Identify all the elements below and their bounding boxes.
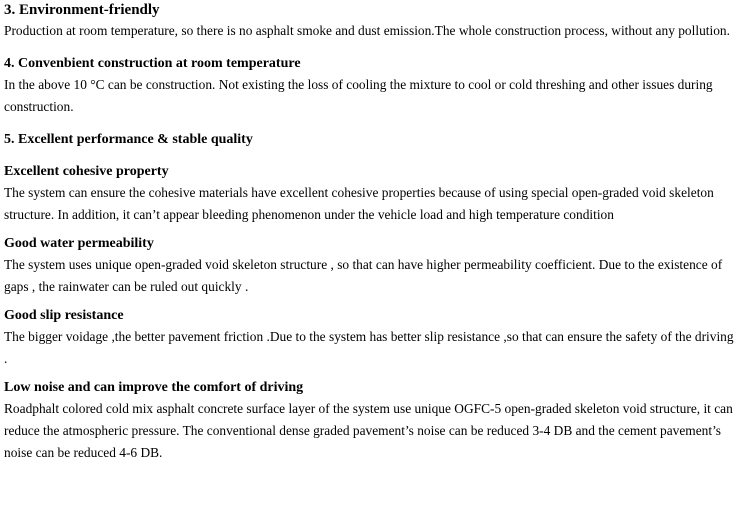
section-heading-environment-friendly: 3. Environment-friendly <box>4 2 160 18</box>
subsection-heading-cohesive-property: Excellent cohesive property <box>4 164 169 179</box>
subsection-heading-water-permeability: Good water permeability <box>4 236 154 251</box>
section-heading-room-temperature-construction: 4. Convenbient construction at room temperature <box>4 56 301 71</box>
subsection-body-low-noise: Roadphalt colored cold mix asphalt concrete surface layer of the system use unique OGFC-5 open-graded skeleton void structure, it can reduce the atmospheric pressure. The conventional dense graded pavement’s noise can be reduced 3-4 DB and the cement pavement’s noise can be reduced 4-6 DB. <box>4 401 733 460</box>
section-heading-excellent-performance: 5. Excellent performance & stable quality <box>4 132 253 147</box>
subsection-heading-slip-resistance: Good slip resistance <box>4 308 124 323</box>
subsection-heading-low-noise: Low noise and can improve the comfort of driving <box>4 380 304 395</box>
subsection-body-slip-resistance: The bigger voidage ,the better pavement friction .Due to the system has better slip resistance ,so that can ensure the safety of the driving . <box>4 329 734 366</box>
section-body-environment-friendly: Production at room temperature, so there is no asphalt smoke and dust emission.The whole construction process, without any pollution. <box>4 23 730 38</box>
section-body-room-temperature-construction: In the above 10 °C can be construction. Not existing the loss of cooling the mixture to cool or cold threshing and other issues during construction. <box>4 77 713 114</box>
document-body <box>4 0 740 464</box>
subsection-body-water-permeability: The system uses unique open-graded void skeleton structure , so that can have higher permeability coefficient. Due to the existence of gaps , the rainwater can be ruled out quickly . <box>4 257 723 294</box>
subsection-body-cohesive-property: The system can ensure the cohesive materials have excellent cohesive properties because of using special open-graded void skeleton structure. In addition, it can’t appear bleeding phenomenon under the vehicle load and high temperature condition <box>4 185 714 222</box>
